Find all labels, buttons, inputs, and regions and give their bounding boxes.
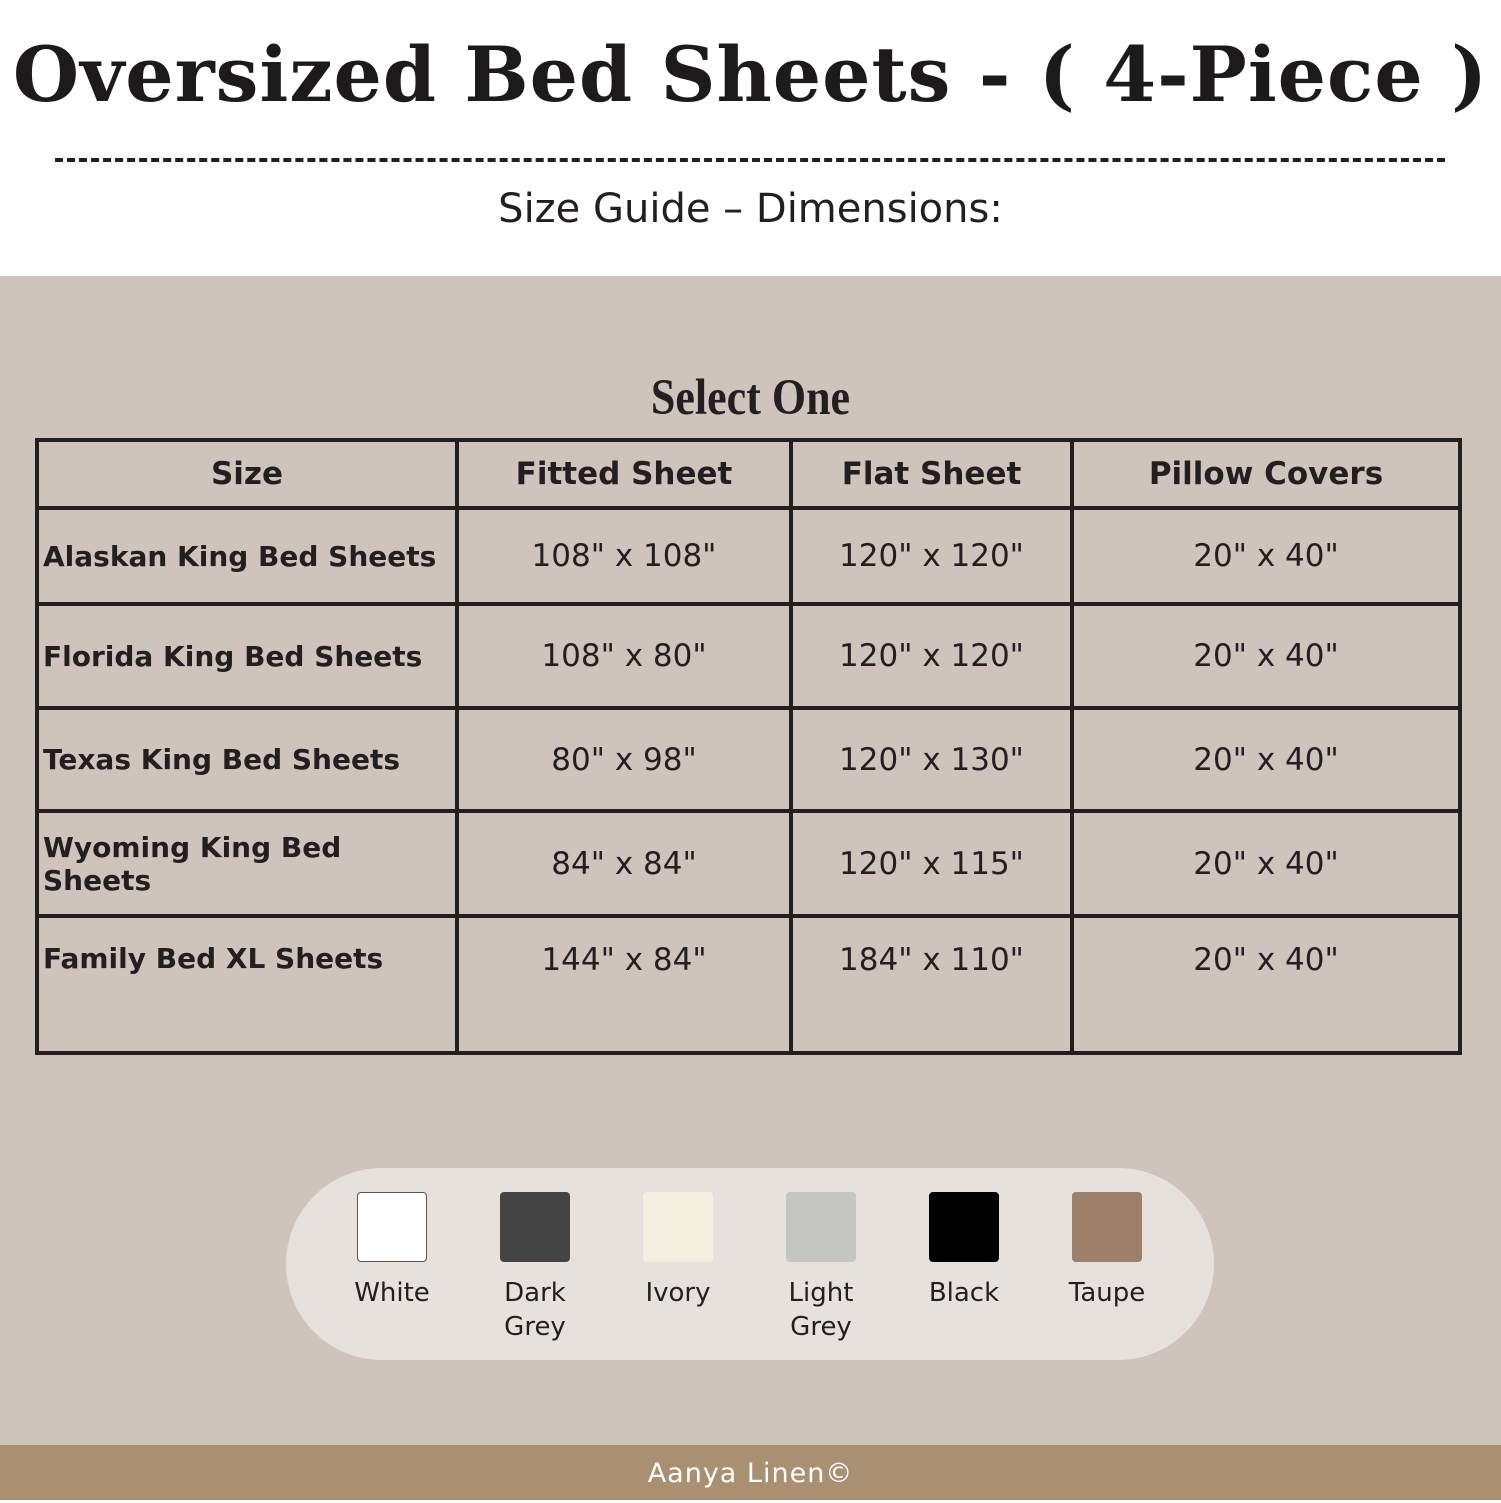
color-option-white[interactable]: [354, 1192, 430, 1308]
color-label: Black: [928, 1278, 1000, 1308]
pillow-covers-cell: 20" x 40": [1072, 508, 1460, 604]
header: [0, 0, 1501, 276]
color-swatch: [643, 1192, 713, 1262]
table-row: [37, 508, 1460, 604]
size-name-cell: Florida King Bed Sheets: [37, 604, 457, 708]
color-option-taupe[interactable]: [1068, 1192, 1146, 1308]
color-option-ivory[interactable]: [643, 1192, 713, 1308]
color-swatch: [357, 1192, 427, 1262]
column-header-pillow-covers: Pillow Covers: [1072, 440, 1460, 508]
table-row: [37, 708, 1460, 811]
color-label: Dark Grey: [504, 1278, 566, 1342]
color-option-light-grey[interactable]: [786, 1192, 856, 1342]
table-row: [37, 811, 1460, 916]
flat-sheet-cell: 184" x 110": [791, 916, 1072, 1053]
size-name-cell: Texas King Bed Sheets: [37, 708, 457, 811]
pillow-covers-cell: 20" x 40": [1072, 708, 1460, 811]
page-subtitle: Size Guide – Dimensions:: [498, 186, 1003, 232]
fitted-sheet-cell: 108" x 108": [457, 508, 791, 604]
fitted-sheet-cell: 84" x 84": [457, 811, 791, 916]
size-name-cell: Family Bed XL Sheets: [37, 916, 457, 1053]
color-options: [286, 1168, 1214, 1360]
fitted-sheet-cell: 80" x 98": [457, 708, 791, 811]
pillow-covers-cell: 20" x 40": [1072, 604, 1460, 708]
size-name-cell: Wyoming King Bed Sheets: [37, 811, 457, 916]
dashed-divider: [55, 158, 1445, 162]
footer-brand: Aanya Linen©: [0, 1445, 1501, 1500]
color-label: White: [354, 1278, 430, 1308]
select-one-heading: Select One: [650, 369, 851, 426]
size-name-cell: Alaskan King Bed Sheets: [37, 508, 457, 604]
table-row: [37, 604, 1460, 708]
color-option-black[interactable]: [928, 1192, 1000, 1308]
fitted-sheet-cell: 108" x 80": [457, 604, 791, 708]
color-swatch: [1072, 1192, 1142, 1262]
column-header-fitted-sheet: Fitted Sheet: [457, 440, 791, 508]
color-swatch: [929, 1192, 999, 1262]
size-table: [35, 438, 1462, 1055]
color-label: Light Grey: [788, 1278, 854, 1342]
flat-sheet-cell: 120" x 120": [791, 508, 1072, 604]
color-option-dark-grey[interactable]: [500, 1192, 570, 1342]
color-swatch: [786, 1192, 856, 1262]
table-header-row: [37, 440, 1460, 508]
table-row: [37, 916, 1460, 1053]
flat-sheet-cell: 120" x 120": [791, 604, 1072, 708]
fitted-sheet-cell: 144" x 84": [457, 916, 791, 1053]
pillow-covers-cell: 20" x 40": [1072, 811, 1460, 916]
color-label: Taupe: [1068, 1278, 1146, 1308]
column-header-flat-sheet: Flat Sheet: [791, 440, 1072, 508]
color-swatch: [500, 1192, 570, 1262]
flat-sheet-cell: 120" x 130": [791, 708, 1072, 811]
column-header-size: Size: [37, 440, 457, 508]
color-label: Ivory: [645, 1278, 711, 1308]
page-title: Oversized Bed Sheets - ( 4-Piece ): [12, 30, 1489, 119]
pillow-covers-cell: 20" x 40": [1072, 916, 1460, 1053]
flat-sheet-cell: 120" x 115": [791, 811, 1072, 916]
